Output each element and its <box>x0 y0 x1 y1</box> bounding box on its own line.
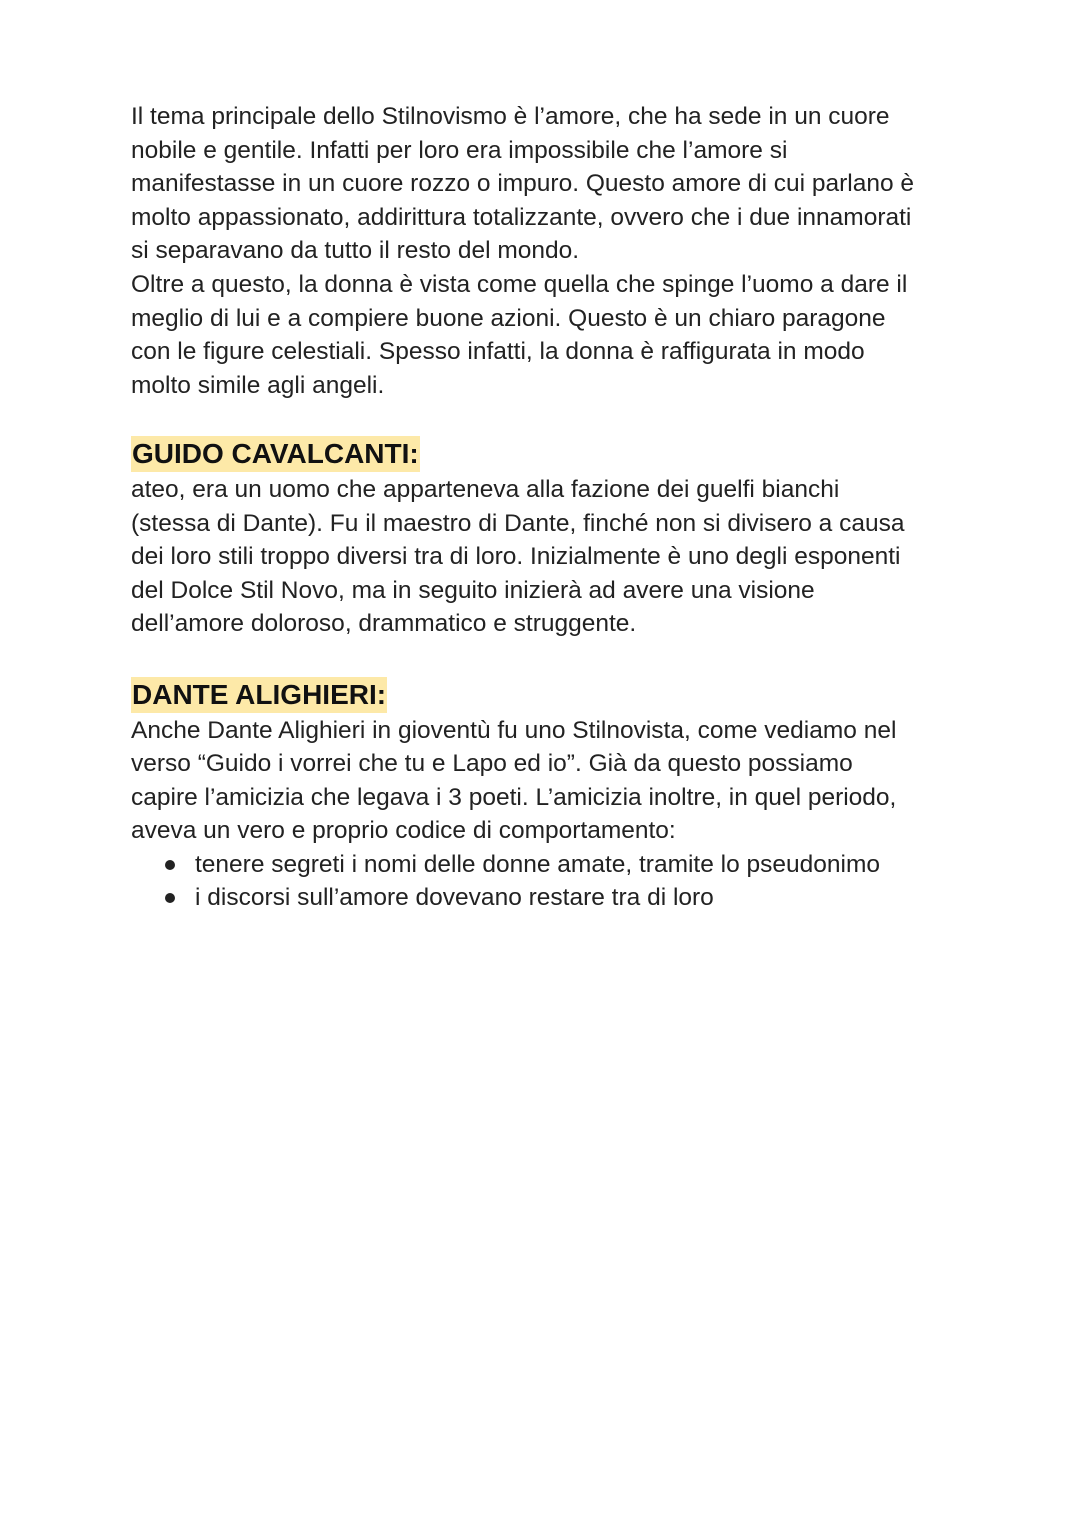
intro-paragraph <box>131 100 961 402</box>
text-line: dei loro stili troppo diversi tra di loro. Inizialmente è uno degli esponenti <box>131 543 901 571</box>
text-line: Anche Dante Alighieri in gioventù fu uno Stilnovista, come vediamo nel <box>131 716 897 744</box>
text-line: aveva un vero e proprio codice di comportamento: <box>131 817 676 845</box>
list-item <box>165 848 961 882</box>
text-line: con le figure celestiali. Spesso infatti, la donna è raffigurata in modo <box>131 338 865 366</box>
document-page <box>131 100 961 915</box>
text-line: molto appassionato, addirittura totalizzante, ovvero che i due innamorati <box>131 203 912 231</box>
text-line: (stessa di Dante). Fu il maestro di Dante, finché non si divisero a causa <box>131 509 905 537</box>
dante-paragraph <box>131 714 961 848</box>
list-item-text: i discorsi sull’amore dovevano restare tra di loro <box>195 884 714 912</box>
bullet-icon <box>165 893 175 903</box>
text-line: molto simile agli angeli. <box>131 371 385 399</box>
section-heading-dante: DANTE ALIGHIERI: <box>131 677 387 713</box>
text-line: nobile e gentile. Infatti per loro era impossibile che l’amore si <box>131 136 788 164</box>
text-line: del Dolce Stil Novo, ma in seguito inizierà ad avere una visione <box>131 576 815 604</box>
text-line: capire l’amicizia che legava i 3 poeti. L’amicizia inoltre, in quel periodo, <box>131 783 897 811</box>
text-line: si separavano da tutto il resto del mondo. <box>131 237 580 265</box>
cavalcanti-paragraph <box>131 473 961 641</box>
text-line: Il tema principale dello Stilnovismo è l’amore, che ha sede in un cuore <box>131 103 890 130</box>
text-line: meglio di lui e a compiere buone azioni. Questo è un chiaro paragone <box>131 304 886 332</box>
text-line: dell’amore doloroso, drammatico e struggente. <box>131 610 637 638</box>
section-dante <box>131 677 961 915</box>
bullet-list <box>131 848 961 915</box>
text-line: ateo, era un uomo che apparteneva alla fazione dei guelfi bianchi <box>131 475 840 503</box>
section-heading-cavalcanti: GUIDO CAVALCANTI: <box>131 436 420 472</box>
list-item-text: tenere segreti i nomi delle donne amate, tramite lo pseudonimo <box>195 850 881 878</box>
bullet-icon <box>165 860 175 870</box>
text-line: Oltre a questo, la donna è vista come quella che spinge l’uomo a dare il <box>131 270 908 298</box>
text-line: verso “Guido i vorrei che tu e Lapo ed io”. Già da questo possiamo <box>131 750 853 778</box>
list-item <box>165 881 961 915</box>
section-cavalcanti <box>131 436 961 641</box>
text-line: manifestasse in un cuore rozzo o impuro. Questo amore di cui parlano è <box>131 170 915 198</box>
